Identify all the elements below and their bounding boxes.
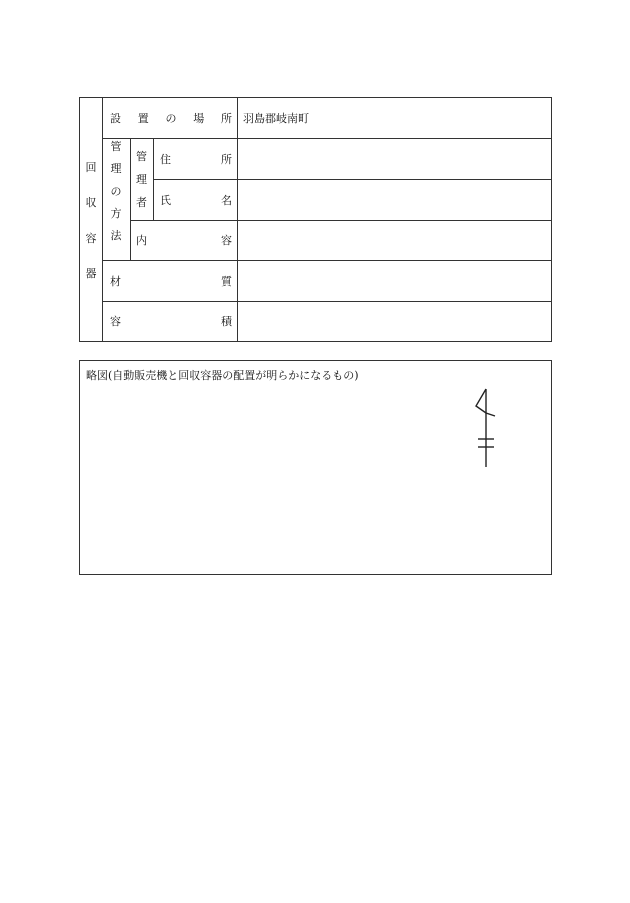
label-char: 収 xyxy=(85,196,97,210)
name-label xyxy=(160,193,232,207)
collection-container-label xyxy=(80,162,102,279)
divider xyxy=(130,220,551,221)
label-char: 所 xyxy=(221,112,232,125)
label-char: 容 xyxy=(85,231,97,245)
label-char: 理 xyxy=(110,162,122,176)
label-char: 者 xyxy=(136,196,147,209)
label-char: 法 xyxy=(110,229,122,242)
label-char: の xyxy=(110,184,122,198)
divider xyxy=(102,138,551,139)
label-char: 理 xyxy=(136,173,147,186)
material-label xyxy=(110,274,232,288)
label-char: 器 xyxy=(85,266,97,280)
label-char: 材 xyxy=(110,275,121,288)
label-char: 積 xyxy=(221,315,232,328)
label-char: 回 xyxy=(85,161,97,174)
label-char: 管 xyxy=(136,150,147,163)
manager-label xyxy=(130,151,153,208)
label-char: 設 xyxy=(110,112,121,125)
label-char: 容 xyxy=(221,234,232,247)
label-char: 容 xyxy=(110,315,121,328)
address-label xyxy=(160,152,232,166)
label-char: 置 xyxy=(137,112,149,125)
content-label xyxy=(136,233,232,247)
label-char: 所 xyxy=(221,153,232,166)
label-char: 方 xyxy=(110,206,122,220)
sketch-label: 略図(自動販売機と回収容器の配置が明らかになるもの) xyxy=(86,369,359,382)
label-char: 名 xyxy=(221,194,232,207)
label-char: 質 xyxy=(221,275,232,288)
location-label xyxy=(110,111,232,125)
volume-label xyxy=(110,314,232,328)
label-char: 場 xyxy=(193,112,205,125)
collection-container-form xyxy=(79,97,552,342)
divider xyxy=(153,179,551,180)
divider xyxy=(102,301,551,302)
label-char: 氏 xyxy=(160,194,171,207)
label-char: 管 xyxy=(110,140,122,153)
label-char: の xyxy=(165,112,177,125)
label-char: 内 xyxy=(136,234,147,247)
divider xyxy=(102,260,551,261)
label-char: 住 xyxy=(160,153,171,166)
north-arrow-icon xyxy=(472,383,502,469)
location-value: 羽島郡岐南町 xyxy=(243,112,309,125)
sketch-area[interactable] xyxy=(79,360,552,575)
management-method-label xyxy=(102,141,130,241)
